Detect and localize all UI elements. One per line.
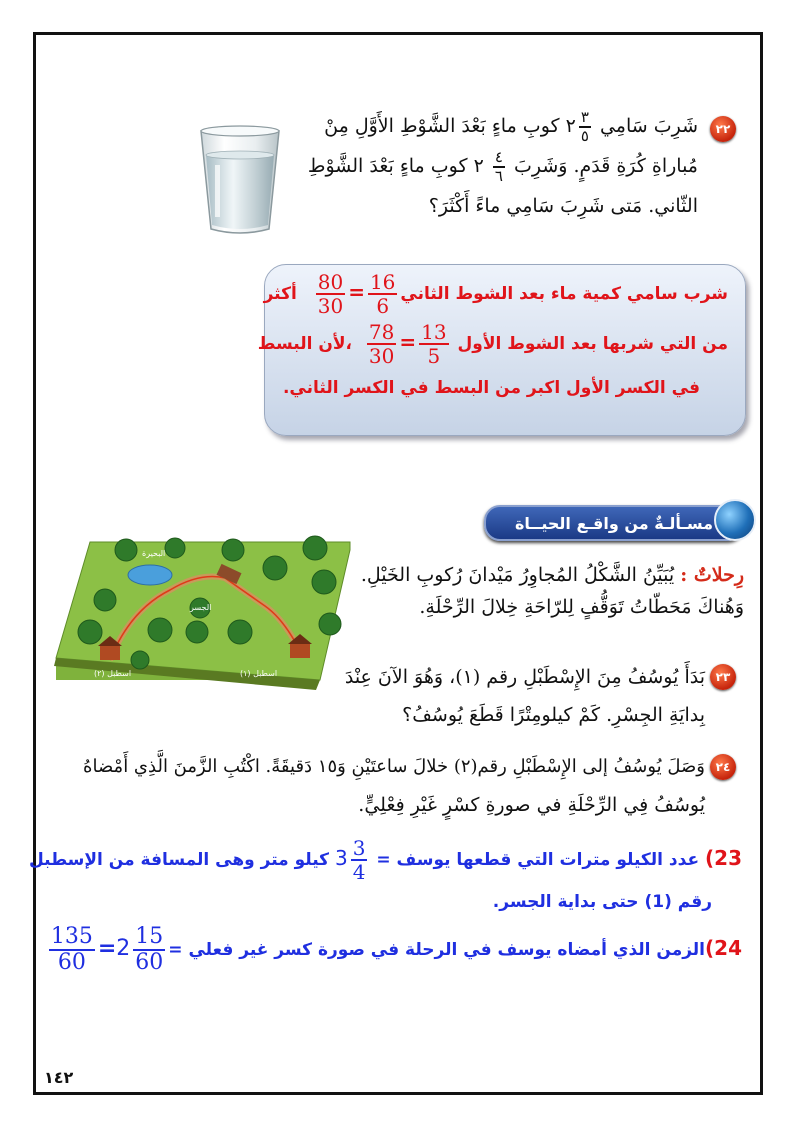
problem-23-text: بَدَأَ يُوسُفُ مِنَ الإِسْطَبْلِ رقم (١)، وَهُوَ الآنَ عِنْدَ بِدايَةِ الجِسْرِ. كَمْ كيلومِتْرًا قَطَعَ يُوسُفُ؟ [344, 666, 705, 726]
problem-23-number-badge: ٢٣ [710, 664, 736, 690]
globe-icon [714, 499, 756, 541]
problem-24-text: وَصَلَ يُوسُفُ إلى الإِسْطَبْلِ رقم(٢) خلالَ ساعتَيْنِ وَ١٥ دَقيقَةً. اكْتُبِ الزَّمنَ الَّذِي أَمْضاهُ يُوسُفُ فِي الرِّحْلَةِ في صورةِ كسْرٍ غَيْرِ فِعْلِيٍّ. [83, 756, 705, 816]
fraction: $\frac{٣}{٥}$ [580, 108, 589, 145]
answer-22-line-3: في الكسر الأول اكبر من البسط في الكسر الثاني. [282, 378, 700, 398]
trips-intro: رِحلاتٌ : يُبَيِّنُ الشَّكْلُ المُجاوِرُ مَيْدانَ رُكوبِ الخَيْلِ. وَهُناكَ مَحَطّاتُ تَوَقُّفٍ لِلرّاحَةِ خِلالَ الرِّحْلَةِ. [360, 564, 744, 618]
trips-title: رِحلاتٌ : [680, 564, 744, 586]
problem-22-text: شَرِبَ سَامِي $\frac{٣}{٥}$ ٢ كوبِ ماءٍ بَعْدَ الشَّوْطِ الأَوَّلِ مِنْ مُباراةِ كُرَةِ قَدَمٍ. وَشَرِبَ $\frac{٤}{٦}$ ٢ كوبِ ماءٍ بَعْدَ الشَّوْطِ الثّاني. مَتى شَرِبَ سَامِي ماءً أَكْثَرَ؟ [307, 108, 698, 217]
svg-text:اسطبل (١): اسطبل (١) [240, 669, 278, 678]
riding-field-map [50, 520, 360, 690]
water-glass-image [197, 125, 283, 237]
answer-24-line: 24)الزمن الذي أمضاه يوسف في الرحلة في صورة كسر غير فعلي = $\frac{15}{60}$ 2= $\frac{135}{60}$ [50, 924, 742, 975]
problem-24-number-badge: ٢٤ [710, 754, 736, 780]
answer-23-line-1: 23) عدد الكيلو مترات التي قطعها يوسف = $\frac{3}{4}$ 3 كيلو متر وهى المسافة من الإسطبل [28, 836, 742, 884]
answer-22-line-2: من التي شربها بعد الشوط الأول $\frac{13}{5}$ = $\frac{78}{30}$ ،لأن البسط [257, 320, 728, 368]
answer-22-line-1: شرب سامي كمية ماء بعد الشوط الثاني $\frac{16}{6}$ = $\frac{80}{30}$ أكثر [263, 270, 728, 318]
fraction: $\frac{٤}{٦}$ [494, 148, 503, 185]
problem-22-number: ٢٢ [715, 122, 731, 136]
page-number: ١٤٢ [44, 1068, 74, 1087]
answer-23-line-2: رقم (1) حتى بداية الجسر. [492, 892, 712, 912]
svg-text:البحيرة: البحيرة [142, 549, 166, 558]
real-life-problem-banner: مسـألـةٌ من واقـع الحيــاة [484, 505, 744, 541]
svg-text:الجسر: الجسر [190, 603, 212, 612]
problem-22-number-badge [710, 116, 736, 142]
svg-text:اسطبل (٢): اسطبل (٢) [94, 669, 132, 678]
